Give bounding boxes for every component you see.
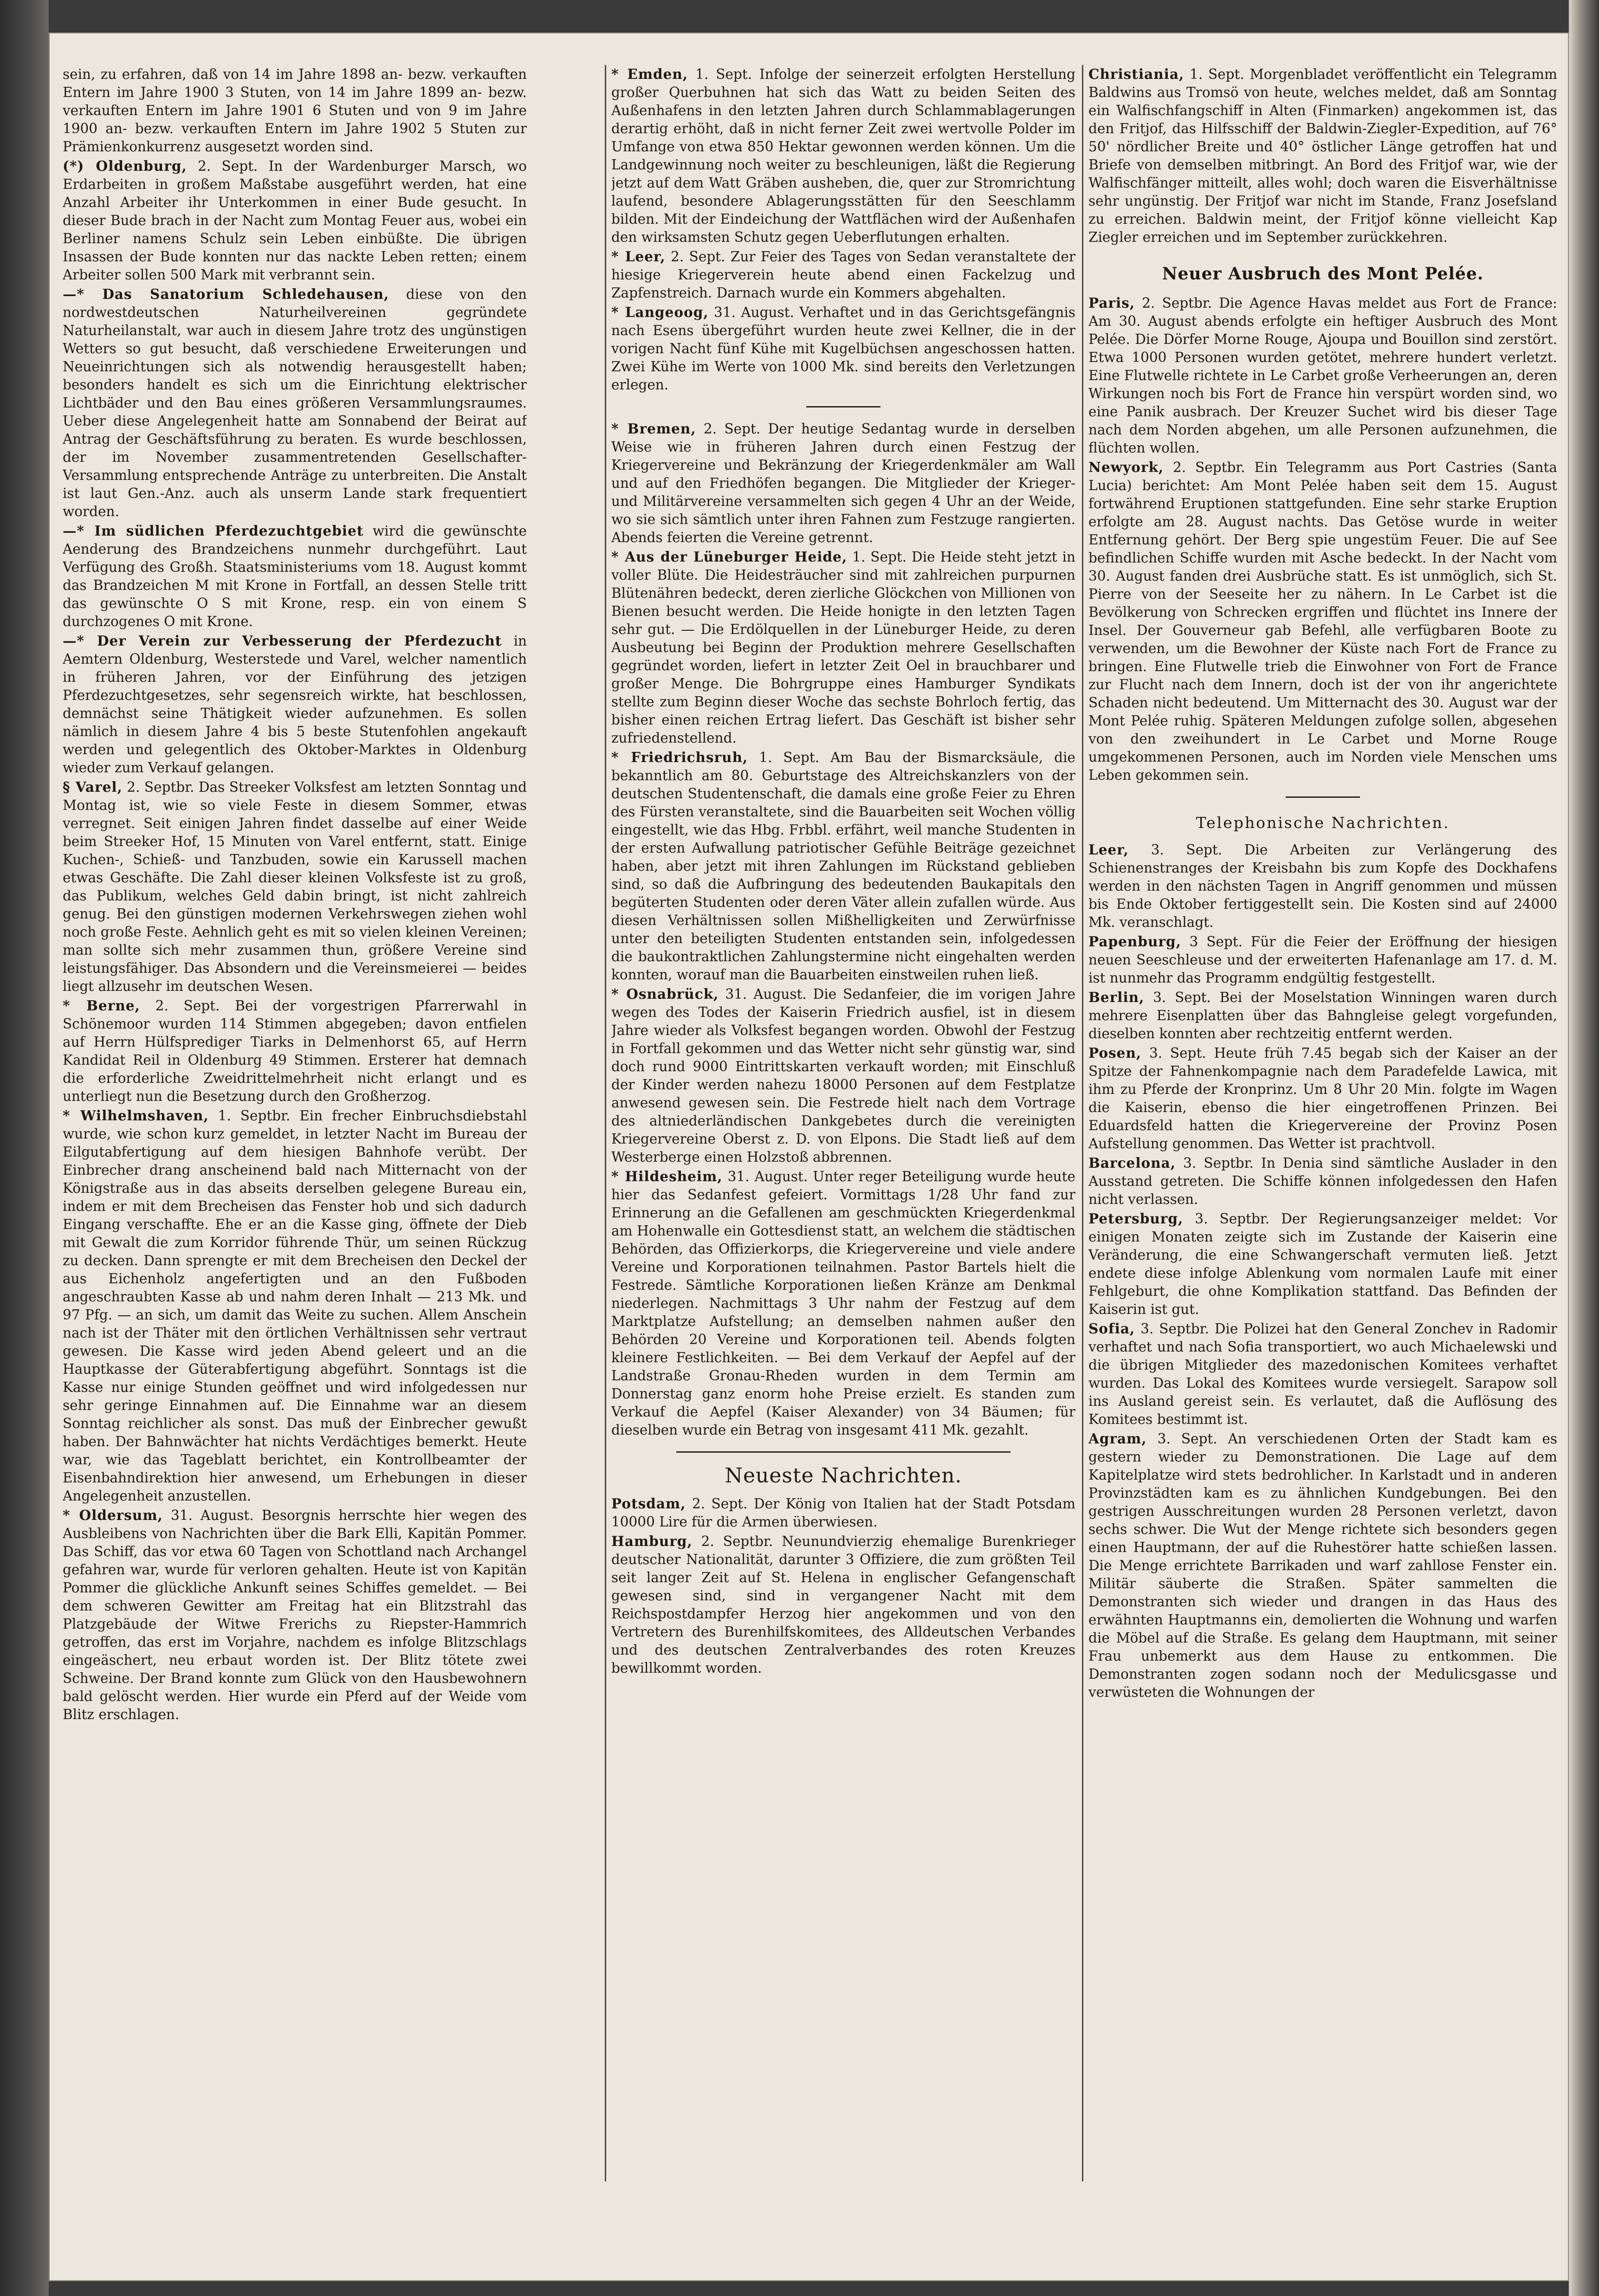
item-text: 2. Septbr. Die Agence Havas meldet aus Fort de France: Am 30. August abends erfolgte ein heftiger Ausbruch des Mont Pelée. Die Dörfer Morne Rouge, Ajoupa und Bouillon sind zerstört. Etwa 1000 Personen wurden getötet, mehrere hundert verletzt. Eine Flutwelle richtete in Le Carbet große Verheerungen an, deren Wirkungen noch bis Fort de France hin verspürt worden sind, wo eine Panik ausbrach. Der Kreuzer Suchet wird bis dieser Tage nach dem Norden abgehen, um alle Personen aufzunehmen, die flüchten wollen. [1088, 295, 1557, 456]
news-item [1088, 458, 1557, 784]
item-text: 1. Sept. Am Bau der Bismarcksäule, die bekanntlich am 80. Geburtstage des Altreichskanzlers von der deutschen Studentenschaft, die damals eine große Feier zu Ehren des Fürsten veranstaltete, sind die Bauarbeiten seit Wochen völlig eingestellt, wie das Hbg. Frbbl. erfährt, weil manche Studenten in der ersten Aufwallung patriotischer Gefühle Beiträge gezeichnet haben, aber jetzt mit ihren Zahlungen im Rückstand geblieben sind, so daß die Aufbringung des bedeutenden Baukapitals den begüterten Studenten oder deren Väter allein zufallen würde. Aus diesen Verhältnissen sollen Mißhelligkeiten und Zerwürfnisse unter den beteiligten Studenten entstanden sein, infolgedessen die baukontraktlichen Zahlungstermine nicht eingehalten werden konnten, worauf man die Bauarbeiten einstweilen ruhen ließ. [611, 750, 1075, 983]
item-text: 3. Sept. An verschiedenen Orten der Stadt kam es gestern wieder zu Demonstrationen. Die Lage auf dem Kapitelplatze wird stets bedrohlicher. In Karlstadt und in anderen Provinzstädten kam es zu ähnlichen Kundgebungen. Bei den gestrigen Ausschreitungen wurden 28 Personen verletzt, davon sechs schwer. Die Wut der Menge richtete sich besonders gegen einen Hauptmann, der auf die Ruhestörer hatte schießen lassen. Die Menge errichtete Barrikaden und warf zahllose Fenster ein. Militär säuberte die Straßen. Später sammelten die Demonstranten sich wieder und drangen in das Haus des erwähnten Hauptmanns ein, demolierten die Wohnung und warfen die Möbel auf die Straße. Es gelang dem Hauptmann, mit seiner Frau unbemerkt aus dem Hause zu entkommen. Die Demonstranten zogen sodann noch der Medulicsgasse und verwüsteten die Wohnungen der [1088, 1431, 1557, 1700]
item-text: 3. Septbr. In Denia sind sämtliche Auslader in den Ausstand getreten. Die Schiffe können infolgedessen den Hafen nicht verlassen. [1088, 1155, 1557, 1207]
item-text: 2. Sept. Zur Feier des Tages von Sedan veranstaltete der hiesige Kriegerverein heute abend einen Fackelzug und Zapfenstreich. Darnach wurde ein Kommers abgehalten. [611, 249, 1075, 301]
news-item [63, 65, 527, 156]
item-dateline: § Varel, [63, 779, 123, 795]
column-rule [605, 65, 606, 2181]
news-item [63, 157, 527, 284]
item-dateline: Christiania, [1088, 66, 1185, 82]
item-text: diese von den nordwestdeutschen Naturheilvereinen gegründete Naturheilanstalt, war auch in diesem Jahre trotz des ungünstigen Wetters so gut besucht, daß verschiedene Erweiterungen und Neueinrichtungen sich als notwendig herausgestellt haben; besonders handelt es sich um die Einrichtung elektrischer Lichtbäder und den Bau eines größeren Versammlungsraumes. Ueber diese Angelegenheit hatte am Sonnabend der Beirat auf Antrag der Geschäftsführung zu beraten. Es wurde beschlossen, der im November zusammentretenden Gesellschafter-Versammlung entsprechende Anträge zu unterbreiten. Die Anstalt ist laut Gen.-Anz. auch als unserm Lande stark frequentiert worden. [63, 286, 527, 519]
news-item [1088, 1319, 1557, 1429]
section-subheading: Telephonische Nachrichten. [1196, 814, 1450, 832]
news-item [611, 247, 1075, 302]
item-text: 3. Sept. Bei der Moselstation Winningen waren durch mehrere Eisenplatten über das Bahngleise gelegt vorgefunden, dieselben konnten aber rechtzeitig entfernt werden. [1088, 990, 1557, 1041]
news-item [1088, 294, 1557, 457]
scan-edge [1569, 0, 1599, 2296]
item-dateline: * Oldersum, [63, 1507, 163, 1523]
news-item [1088, 988, 1557, 1043]
section-divider [1286, 796, 1360, 798]
item-dateline: * Osnabrück, [611, 986, 719, 1002]
item-dateline: * Friedrichsruh, [611, 749, 748, 765]
news-item [63, 522, 527, 631]
newspaper-page [49, 32, 1569, 2281]
news-item [611, 1494, 1075, 1531]
column-rule [1082, 65, 1083, 2181]
item-dateline: * Berne, [63, 997, 140, 1014]
news-item [63, 632, 527, 777]
news-item [611, 1532, 1075, 1677]
binding-edge [0, 0, 49, 2296]
item-dateline: —* Im südlichen Pferdezuchtgebiet [63, 523, 364, 539]
item-text: 31. August. Die Sedanfeier, die im vorigen Jahre wegen des Todes der Kaiserin Friedrich ausfiel, ist in diesem Jahre wieder als Volksfest begangen worden. Obwohl der Festzug in Fortfall gekommen und das Wetter nicht sehr günstig war, sind doch rund 9000 Eintrittskarten verkauft worden; mit Einschluß der Kinder werden nahezu 18000 Personen auf dem Festplatze anwesend gewesen sein. Die Festrede hielt nach dem Vortrage des altniederländischen Dankgebetes durch die vereinigten Kriegervereine Oberst z. D. von Elpons. Die Stadt ließ auf dem Westerberge einen Holzstoß abbrennen. [611, 986, 1075, 1165]
news-item [1088, 1044, 1557, 1153]
item-text: 31. August. Unter reger Beteiligung wurde heute hier das Sedanfest gefeiert. Vormittags 1/28 Uhr fand zur Erinnerung an die Gefallenen am geschmückten Kriegerdenkmal am Hohenwalle ein Gottesdienst statt, an welchem die städtischen Behörden, das Offizierkorps, die Kriegervereine und viele andere Vereine und Korporationen teilnahmen. Pastor Bartels hielt die Festrede. Sämtliche Korporationen ließen Kränze am Denkmal niederlegen. Nachmittags 3 Uhr nahm der Festzug auf dem Marktplatze Aufstellung; an demselben nahmen außer den Behörden 20 Vereine und Korporationen teil. Abends folgten kleinere Festlichkeiten. — Bei dem Verkauf der Aepfel auf der Landstraße Gronau-Rheden wurden in dem Termin am Donnerstag ganz enorm hohe Preise erzielt. Es standen zum Verkauf die Aepfel (Kaiser Alexander) von 34 Bäumen; für dieselben wurde ein Betrag von insgesamt 411 Mk. gezahlt. [611, 1169, 1075, 1438]
item-text: 31. August. Verhaftet und in das Gerichtsgefängnis nach Esens übergeführt wurden heute zwei Kellner, die in der vorigen Nacht fünf Kühe mit Kugelbüchsen angeschossen hatten. Zwei Kühe im Werte von 1000 Mk. sind bereits den Verletzungen erlegen. [611, 304, 1075, 393]
column-right [1088, 65, 1557, 2209]
section-title: Neueste Nachrichten. [725, 1464, 962, 1488]
news-item [1088, 1429, 1557, 1701]
news-item [1088, 1209, 1557, 1319]
column-middle [611, 65, 1075, 2209]
news-item [611, 65, 1075, 246]
news-item [1088, 65, 1557, 246]
item-dateline: * Hildesheim, [611, 1168, 723, 1184]
item-text: 1. Sept. Morgenbladet veröffentlicht ein Telegramm Baldwins aus Tromsö von heute, welches meldet, daß am Sonntag ein Walfischfangschiff in Alten (Finmarken) angekommen ist, das den Fritjof, das Hilfsschiff der Baldwin-Ziegler-Expedition, auf 76° 50' nördlicher Breite und 40° östlicher Länge getroffen hat und Briefe von demselben mitbringt. An Bord des Fritjof war, wie der Walfischfänger mitteilt, alles wohl; doch waren die Eisverhältnisse sehr ungünstig. Der Fritjof war nicht im Stande, Franz Josefsland zu erreichen. Baldwin meint, der Fritjof könne vielleicht Kap Ziegler erreichen und im September zurückkehren. [1088, 66, 1557, 245]
item-text: 3. Sept. Heute früh 7.45 begab sich der Kaiser an der Spitze der Fahnenkompagnie nach dem Paradefelde Lawica, mit ihm zu Pferde der Kronprinz. Um 8 Uhr 20 Min. folgte im Wagen die Kaiserin, ebenso die hier eingetroffenen Prinzen. Bei Eduardsfeld hatten die Kriegervereine der Provinz Posen Aufstellung genommen. Das Wetter ist prachtvoll. [1088, 1045, 1557, 1151]
item-dateline: * Leer, [611, 248, 666, 265]
item-dateline: Leer, [1088, 841, 1129, 858]
item-dateline: (*) Oldenburg, [63, 158, 187, 174]
item-text: 3. Septbr. Der Regierungsanzeiger meldet: Vor einigen Monaten zeigte sich im Zustande der Kaiserin eine Veränderung, die eine Schwangerschaft vermuten ließ. Jetzt endete diese infolge Ablenkung vom normalen Laufe mit einer Fehlgeburt, die ohne Komplikation stattfand. Das Befinden der Kaiserin ist gut. [1088, 1211, 1557, 1317]
news-item [611, 1167, 1075, 1439]
item-text: 2. Septbr. Das Streeker Volksfest am letzten Sonntag und Montag ist, wie so viele Feste in diesem Sommer, etwas verregnet. Seit einigen Jahren findet dasselbe auf einer Weide beim Streeker Hof, 15 Minuten von Varel entfernt, statt. Einige Kuchen-, Schieß- und Tanzbuden, sowie ein Karussell machen etwas Geschäfte. Die Zahl dieser kleinen Volksfeste ist zu groß, das Publikum, welches Geld dabin bringt, ist nicht zahlreich genug. Bei den günstigen modernen Verkehrswegen ziehen wohl noch große Feste. Aehnlich geht es mit so vielen kleinen Vereinen; man sollte sich mehr zusammen thun, größere Vereine sind leistungsfähiger. Das Absondern und die Vereinsmeierei — beides liegt allzusehr im deutschen Wesen. [63, 779, 527, 994]
item-text: 2. Sept. Der heutige Sedantag wurde in derselben Weise wie in früheren Jahren durch einen Festzug der Kriegervereine und Bekränzung der Kriegerdenkmäler am Wall und auf den Friedhöfen begangen. Die Mitglieder der Krieger- und Militärvereine versammelten sich gegen 4 Uhr an der Weide, wo sie sich sämtlich unter ihren Fahnen zum Festzuge rangierten. Abends feierten die Vereine getrennt. [611, 421, 1075, 545]
item-dateline: * Emden, [611, 66, 688, 82]
news-item [63, 778, 527, 996]
item-dateline: * Bremen, [611, 420, 696, 437]
item-text: 2. Sept. In der Wardenburger Marsch, wo Erdarbeiten in großem Maßstabe ausgeführt werden, hat eine Anzahl Arbeiter ihr Unterkommen in einer Bude gesucht. In dieser Bude brach in der Nacht zum Montag Feuer aus, wobei ein Berliner namens Schulz sein Leben einbüßte. Die übrigen Insassen der Bude konnten nur das nackte Leben retten; einem Arbeiter sollen 500 Mark mit verbrannt sein. [63, 158, 527, 283]
item-dateline: Newyork, [1088, 459, 1164, 475]
item-dateline: Berlin, [1088, 989, 1145, 1005]
item-dateline: * Aus der Lüneburger Heide, [611, 549, 848, 565]
item-text: 3. Sept. Die Arbeiten zur Verlängerung des Schienenstranges der Kreisbahn bis zum Kopfe des Dockhafens werden in den nächsten Tagen in Angriff genommen und müssen bis Ende Oktober fertiggestellt sein. Die Kosten sind auf 24000 Mk. veranschlagt. [1088, 842, 1557, 930]
item-text: 2. Septbr. Ein Telegramm aus Port Castries (Santa Lucia) berichtet: Am Mont Pelée haben seit dem 15. August fortwährend Eruptionen stattgefunden. Eine sehr starke Eruption erfolgte am 28. August nachts. Das Getöse wurde in weiter Entfernung gehört. Der Berg spie ungestüm Feuer. Die auf See befindlichen Schiffe wurden mit Asche bedeckt. In der Nacht vom 30. August fanden drei Ausbrüche statt. Es ist unmöglich, sich St. Pierre von der Seeseite her zu nähern. In Le Carbet ist die Bevölkerung von Schrecken ergriffen und flüchtet ins Innere der Insel. Der Gouverneur gab Befehl, alle verfügbaren Boote zu verwenden, um die Bewohner der Küste nach Fort de France zu bringen. Eine Flutwelle trieb die Einwohner von Fort de France zur Flucht nach dem Innern, doch ist der von ihr angerichtete Schaden nicht bedeutend. Um Mitternacht des 30. August war der Mont Pelée ruhig. Späteren Meldungen zufolge sollen, abgesehen von den zweihundert in Le Carbet und Morne Rouge umgekommenen Personen, auch im Norden viele Menschen ums Leben gekommen sein. [1088, 459, 1557, 783]
item-text: sein, zu erfahren, daß von 14 im Jahre 1898 an- bezw. verkauften Entern im Jahre 1900 3 Stuten, von 14 im Jahre 1899 an- bezw. verkauften Entern im Jahre 1901 6 Stuten und von 9 im Jahre 1900 an- bezw. verkauften Entern im Jahre 1902 5 Stuten zur Prämienkonkurrenz ausgesetzt worden sind. [63, 66, 527, 155]
item-dateline: * Langeoog, [611, 304, 709, 320]
news-item [1088, 841, 1557, 931]
section-headline: Neuer Ausbruch des Mont Pelée. [1162, 264, 1484, 284]
item-dateline: * Wilhelmshaven, [63, 1107, 209, 1124]
news-item [1088, 1154, 1557, 1209]
column-left [63, 65, 527, 2209]
item-text: 1. Sept. Infolge der seinerzeit erfolgten Herstellung großer Querbuhnen hat sich das Watt zu beiden Seiten des Außenhafens in den letzten Jahren durch Schlammablagerungen derartig erhöht, daß in nicht ferner Zeit zwei wertvolle Polder im Umfange von etwa 850 Hektar gewonnen werden können. Um die Landgewinnung noch weiter zu beschleunigen, läßt die Regierung jetzt auf dem Watt Gräben ausheben, die, quer zur Stromrichtung laufend, besondere Ablagerungsstätten für den Seeschlamm bilden. Mit der Eindeichung der Wattflächen wird der Außenhafen den wirksamsten Schutz gegen Ueberflutungen erhalten. [611, 66, 1075, 245]
item-dateline: Potsdam, [611, 1495, 686, 1512]
news-item [611, 748, 1075, 984]
news-item [63, 1506, 527, 1724]
news-item [1088, 932, 1557, 987]
news-item [63, 1106, 527, 1505]
news-item [611, 420, 1075, 547]
item-dateline: Papenburg, [1088, 933, 1181, 950]
item-text: 2. Sept. Der König von Italien hat der Stadt Potsdam 10000 Lire für die Armen überwiesen. [611, 1496, 1075, 1530]
item-text: 1. Sept. Die Heide steht jetzt in voller Blüte. Die Heidesträucher sind mit zahlreichen purpurnen Blütenähren bedeckt, deren zierliche Glöckchen von Millionen von Bienen besucht werden. Die Heide honigte in den letzten Tagen sehr gut. — Die Erdölquellen in der Lüneburger Heide, zu deren Ausbeutung bei Beginn der Produktion mehrere Gesellschaften gegründet worden, liefert in letzter Zeit Oel in brauchbarer und großer Menge. Die Bohrgruppe eines Hamburger Syndikats stellte zum Beginn dieser Woche das sechste Bohrloch fertig, das bisher einen reichen Ertrag liefert. Das Geschäft ist bisher sehr zufriedenstellend. [611, 549, 1075, 746]
item-text: 3. Septbr. Die Polizei hat den General Zonchev in Radomir verhaftet und nach Sofia transportiert, wo auch Michaelewski und die übrigen Mitglieder des mazedonischen Komitees verhaftet wurden. Das Lokal des Komitees wurde versiegelt. Sarapow soll ins Ausland gereist sein. Es verlautet, daß die Auflösung des Komitees bestimmt ist. [1088, 1321, 1557, 1427]
section-divider [806, 406, 880, 407]
item-dateline: Petersburg, [1088, 1210, 1184, 1227]
item-dateline: Barcelona, [1088, 1155, 1176, 1171]
news-item [611, 985, 1075, 1166]
section-divider [676, 1451, 1010, 1453]
news-item [611, 548, 1075, 747]
item-dateline: Paris, [1088, 295, 1135, 311]
item-dateline: Sofia, [1088, 1320, 1135, 1337]
item-text: wird die gewünschte Aenderung des Brandzeichens nunmehr durchgeführt. Laut Verfügung des Großh. Staatsministeriums vom 18. August kommt das Brandzeichen M mit Krone in Fortfall, an dessen Stelle tritt das gewünschte O S mit Krone, resp. ein von einem S durchzogenes O mit Krone. [63, 523, 527, 629]
item-dateline: Hamburg, [611, 1533, 693, 1549]
item-text: 3 Sept. Für die Feier der Eröffnung der hiesigen neuen Seeschleuse und der erweiterten Hafenanlage am 17. d. M. ist nunmehr das Programm endgültig festgestellt. [1088, 934, 1557, 986]
item-dateline: Agram, [1088, 1430, 1147, 1447]
item-text: 2. Septbr. Neunundvierzig ehemalige Burenkrieger deutscher Nationalität, darunter 3 Offiziere, die zum größten Teil seit langer Zeit auf St. Helena in englischer Gefangenschaft gewesen sind, sind in vergangener Nacht mit dem Reichspostdampfer Herzog hier angekommen und von den Vertretern des Burenhilfskomitees, des Alldeutschen Verbandes und des deutschen Zentralverbandes des roten Kreuzes bewillkommt worden. [611, 1533, 1075, 1676]
item-text: 1. Septbr. Ein frecher Einbruchsdiebstahl wurde, wie schon kurz gemeldet, in letzter Nacht im Bureau der Eilgutabfertigung auf dem hiesigen Bahnhofe verübt. Der Einbrecher drang anscheinend bald nach Mitternacht von der Königstraße aus in das abseits derselben gelegene Bureau ein, indem er mit dem Brecheisen das Fenster hob und sich dadurch Eingang verschaffte. Ehe er an die Kasse ging, öffnete der Dieb mit Gewalt die zum Korridor führende Thür, um seinen Rückzug zu decken. Dann sprengte er mit dem Brecheisen den Deckel der aus Eichenholz angefertigten und an den Fußboden angeschraubten Kasse ab und nahm deren Inhalt — 213 Mk. und 97 Pfg. — an sich, um damit das Weite zu suchen. Allem Anschein nach ist der Thäter mit den örtlichen Verhältnissen sehr vertraut gewesen. Die Kasse wird jeden Abend geleert und an die Hauptkasse der Güterabfertigung abgeführt. Sonntags ist die Kasse nur einige Stunden geöffnet und wird infolgedessen nur sehr geringe Einnahmen auf. Die Einnahme war an diesem Sonntag reichlicher als sonst. Das muß der Einbrecher gewußt haben. Der Bahnwächter hat nichts Verdächtiges bemerkt. Heute war, wie das Tageblatt berichtet, ein Kontrollbeamter der Eisenbahndirektion hier anwesend, um Erhebungen in dieser Angelegenheit anzustellen. [63, 1108, 527, 1504]
item-text: 31. August. Besorgnis herrschte hier wegen des Ausbleibens von Nachrichten über die Bark Elli, Kapitän Pommer. Das Schiff, das vor etwa 60 Tagen von Schottland nach Archangel gefahren war, wurde für verloren gehalten. Heute ist von Kapitän Pommer die glückliche Ankunft seines Schiffes gemeldet. — Bei dem schweren Gewitter am Freitag hat ein Blitzstrahl das Platzgebäude der Witwe Frerichs zu Riepster-Hammrich getroffen, das erst im Vorjahre, nachdem es infolge Blitzschlags eingeäschert, neu erbaut worden ist. Der Blitz tötete zwei Schweine. Der Brand konnte zum Glück von den Hausbewohnern bald gelöscht werden. Hier wurde ein Pferd auf der Weide vom Blitz erschlagen. [63, 1507, 527, 1722]
item-dateline: —* Der Verein zur Verbesserung der Pferdezucht [63, 633, 502, 649]
item-text: in Aemtern Oldenburg, Westerstede und Varel, welcher namentlich in früheren Jahren, vor der Einführung des jetzigen Pferdezuchtgesetzes, sehr segensreich wirkte, hat beschlossen, demnächst seine Thätigkeit wieder aufzunehmen. Es sollen nämlich in diesem Jahre 4 bis 5 beste Stutenfohlen angekauft werden und gelegentlich des Oktober-Marktes in Oldenburg wieder zum Verkauf gelangen. [63, 633, 527, 776]
item-text: 2. Sept. Bei der vorgestrigen Pfarrerwahl in Schönemoor wurden 114 Stimmen abgegeben; davon entfielen auf Herrn Hülfsprediger Tiarks in Delmenhorst 65, auf Herrn Kandidat Reil in Oldenburg 49 Stimmen. Ersterer hat demnach die erforderliche Zweidrittelmehrheit nicht erlangt und es unterliegt nun die Besetzung durch den Großherzog. [63, 998, 527, 1104]
news-item [63, 285, 527, 521]
news-item [63, 996, 527, 1106]
item-dateline: Posen, [1088, 1045, 1142, 1061]
news-item [611, 303, 1075, 394]
item-dateline: —* Das Sanatorium Schledehausen, [63, 286, 389, 302]
